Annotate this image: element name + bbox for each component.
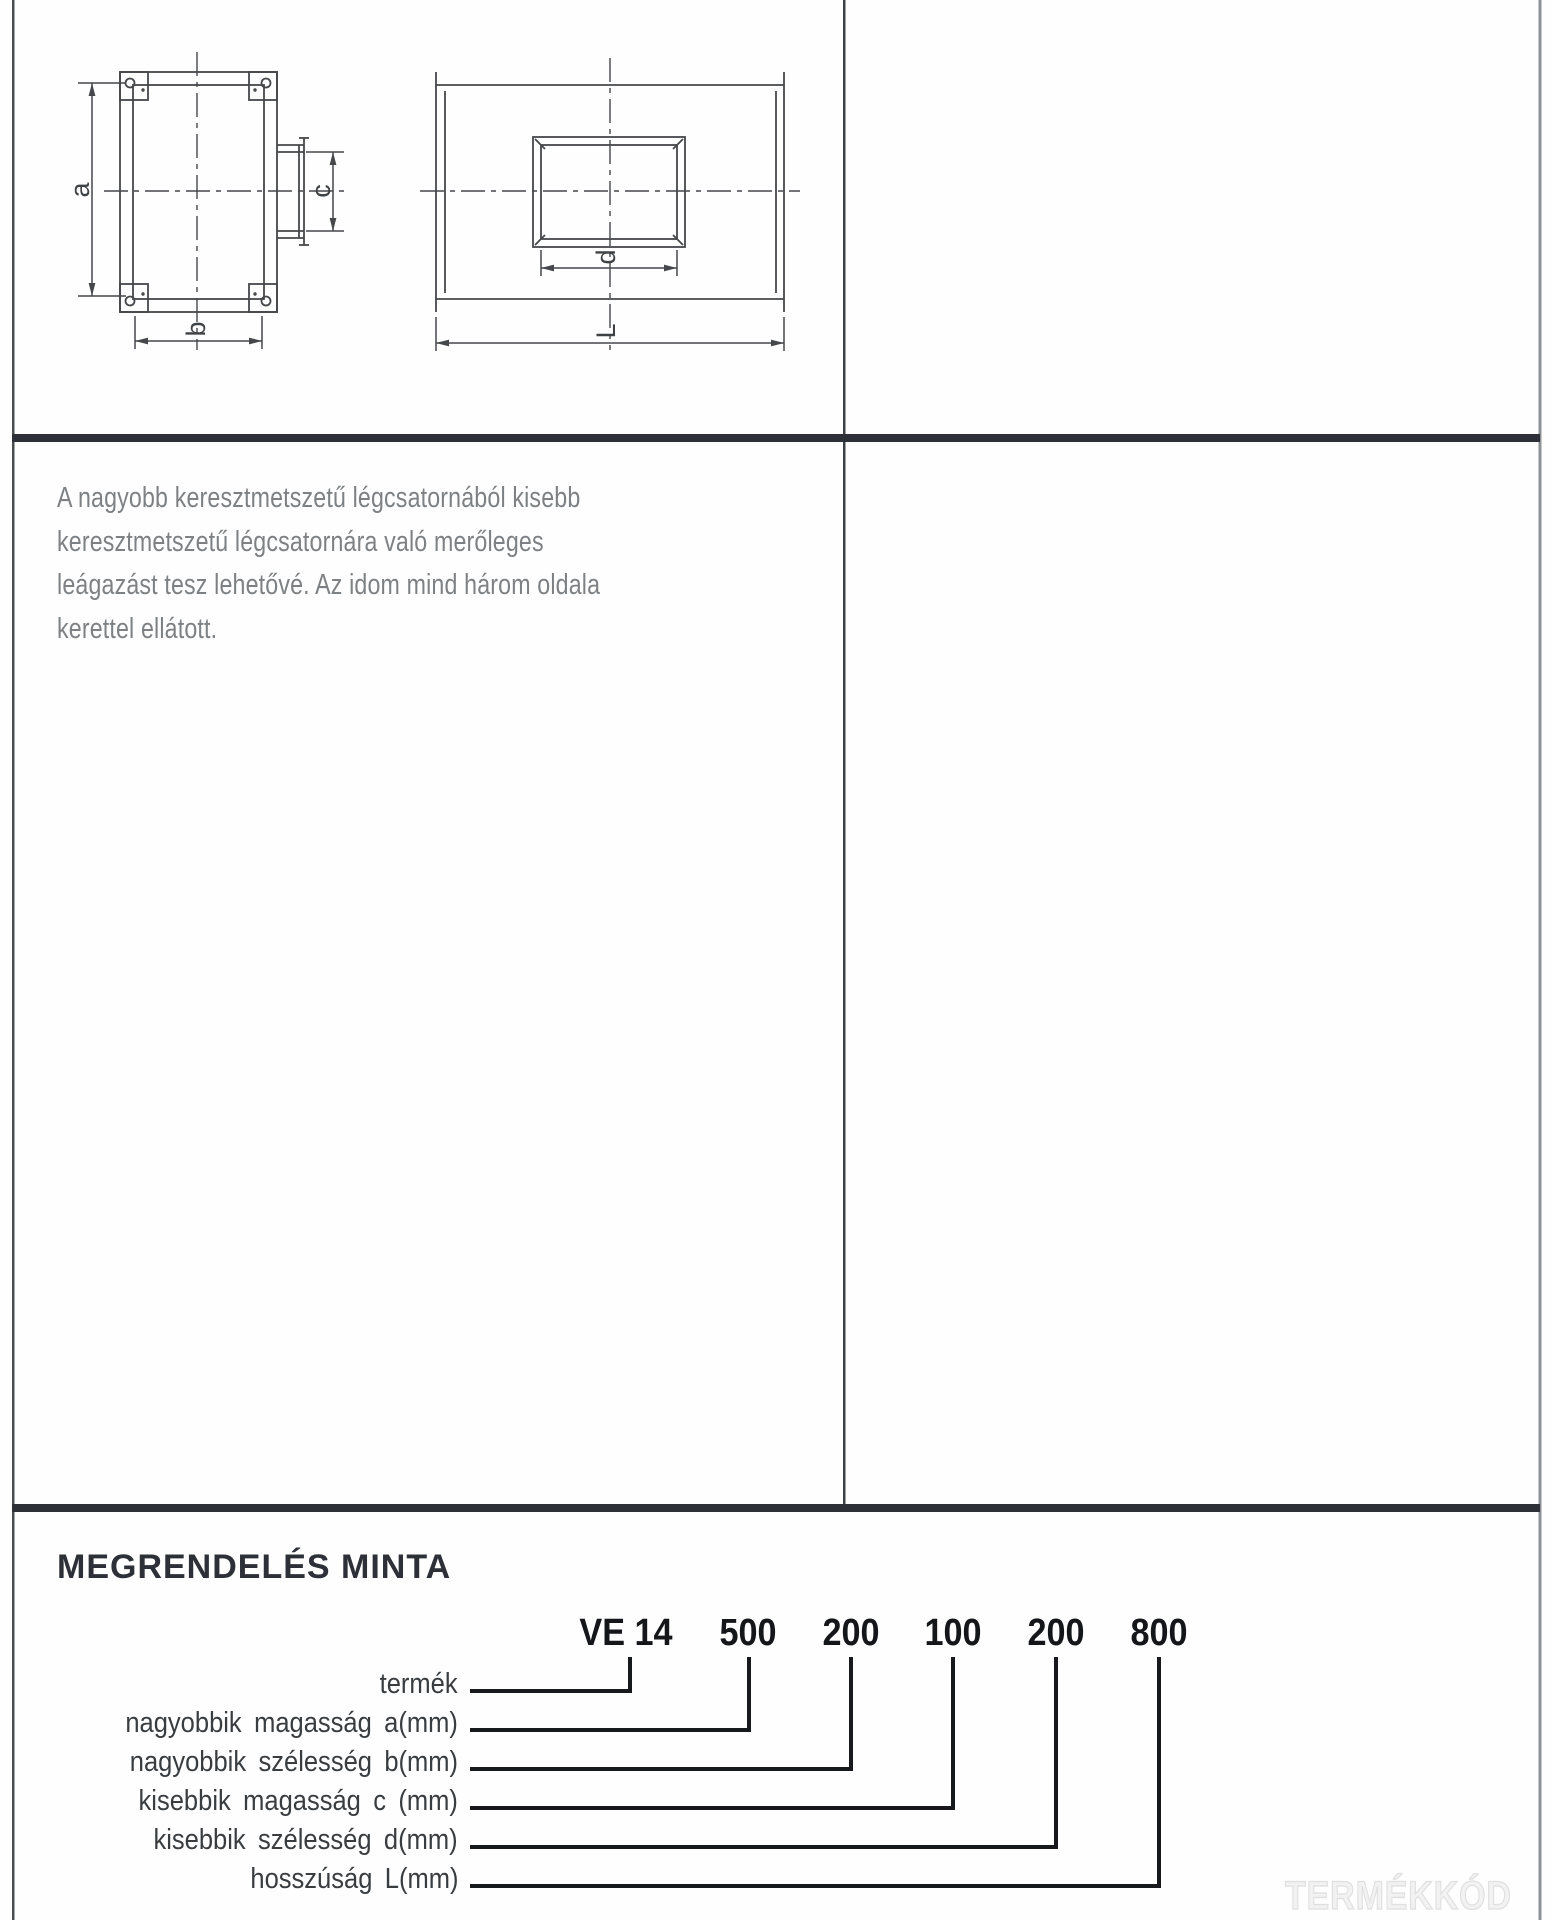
dim-label-L: L xyxy=(591,323,621,339)
front-view-centerlines xyxy=(104,52,346,350)
connector-termek xyxy=(470,1657,630,1691)
code-label-termek: termék xyxy=(379,1668,458,1700)
dim-label-d: d xyxy=(591,249,621,265)
watermark-termekkod: TERMÉKKÓD xyxy=(1285,1874,1512,1918)
section-divider-top xyxy=(12,434,1540,442)
code-connector-lines xyxy=(470,1657,1159,1886)
product-description xyxy=(57,477,681,651)
front-view-drawing xyxy=(120,72,309,312)
code-label-d: kisebbik szélesség d(mm) xyxy=(153,1824,458,1856)
side-view-centerlines xyxy=(420,58,800,350)
connector-c xyxy=(470,1657,953,1808)
connector-b xyxy=(470,1657,851,1769)
side-view-dim-labels xyxy=(591,249,621,338)
page-right-border xyxy=(1539,0,1542,1920)
code-part-d: 200 xyxy=(1027,1612,1085,1654)
code-part-b: 200 xyxy=(822,1612,880,1654)
column-divider xyxy=(843,0,846,1504)
description-line: kerettel ellátott. xyxy=(57,612,218,645)
section-divider-bottom xyxy=(12,1504,1540,1512)
order-sample-title: MEGRENDELÉS MINTA xyxy=(57,1548,452,1586)
code-label-b: nagyobbik szélesség b(mm) xyxy=(129,1746,458,1778)
front-view-dim-labels xyxy=(65,182,336,337)
code-part-a: 500 xyxy=(719,1612,777,1654)
code-part-product: VE 14 xyxy=(579,1612,673,1654)
page-left-border xyxy=(12,0,15,1920)
description-line: keresztmetszetű légcsatornára való merőleges xyxy=(57,525,544,558)
code-part-L: 800 xyxy=(1130,1612,1188,1654)
code-label-c: kisebbik magasság c (mm) xyxy=(138,1785,458,1817)
code-label-L: hosszúság L(mm) xyxy=(249,1863,458,1895)
dim-label-a: a xyxy=(65,182,95,198)
description-line: A nagyobb keresztmetszetű légcsatornából kisebb xyxy=(57,482,581,514)
code-part-c: 100 xyxy=(924,1612,982,1654)
connector-a xyxy=(470,1657,749,1730)
dim-label-c: c xyxy=(306,184,336,198)
code-label-a: nagyobbik magasság a(mm) xyxy=(125,1707,458,1739)
bolt-dots xyxy=(141,88,256,295)
dim-label-b: b xyxy=(181,321,211,337)
connector-d xyxy=(470,1657,1056,1847)
description-line: leágazást tesz lehetővé. Az idom mind három oldala xyxy=(57,569,601,601)
